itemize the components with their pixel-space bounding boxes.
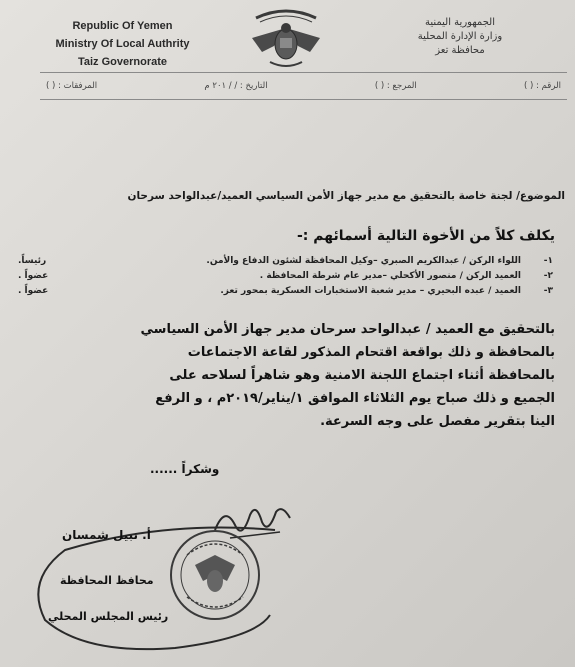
signatory-title-council: رئيس المجلس المحلي [48,610,169,623]
english-letterhead [40,17,205,71]
committee-members [18,254,553,299]
signatory-name: أ. نبيل شمسان [62,528,151,542]
body-line: بالتحقيق مع العميد / عبدالواحد سرحان مدير جهاز الأمن السياسي [140,322,555,337]
arabic-country: الجمهورية اليمنية [424,17,495,28]
arabic-letterhead [385,16,535,58]
member-role: عضواً . [18,286,49,296]
member-row [18,254,553,269]
ref-attachments: المرفقات : ( ) [46,81,98,91]
member-role: عضواً . [18,271,49,281]
reference-bar [40,72,567,100]
closing-thanks: وشكراً ...... [150,462,220,476]
official-stamp-icon [165,525,265,625]
english-country: Republic Of Yemen [72,20,173,32]
subject-line: الموضوع/ لجنة خاصة بالتحقيق مع مدير جهاز الأمن السياسي العميد/عبدالواحد سرحان [127,190,565,202]
ref-reference: المرجع : ( ) [374,81,417,91]
arabic-governorate: محافظة تعز [435,45,485,56]
member-text: العميد الركن / منصور الأكحلي –مدير عام شرطة المحافظة . [259,271,521,281]
body-paragraph [22,318,555,433]
member-row [18,284,553,299]
body-line: بالمحافظة أثناء اجتماع اللجنة الامنية وهو شاهراً لسلاحه على [169,368,555,383]
member-role: رئيساً. [18,256,47,266]
member-text: العميد / عبده البحيري – مدير شعبة الاستخبارات العسكرية بمحور تعز. [220,286,521,296]
arabic-ministry: وزارة الإدارة المحلية [417,31,503,42]
member-number: ١- [543,256,553,266]
english-ministry: Ministry Of Local Authrity [55,38,190,50]
english-governorate: Taiz Governorate [77,56,168,68]
yemen-eagle-emblem-icon [240,2,332,72]
signatory-title: محافظ المحافظة [60,574,154,587]
member-number: ٢- [543,271,553,281]
body-line: بالمحافظة و ذلك بواقعة اقتحام المذكور لقاعة الاجتماعات [187,345,555,360]
member-text: اللواء الركن / عبدالكريم الصبري –وكيل المحافظة لشئون الدفاع والأمن. [206,256,521,266]
ref-date: التاريخ : / / ٢٠١ م [204,81,268,91]
member-number: ٣- [543,286,553,296]
ref-number: الرقم : ( ) [524,81,561,91]
member-row [18,269,553,284]
intro-line: يكلف كلاً من الأخوة التالية أسمائهم :- [296,228,555,244]
body-line: الجميع و ذلك صباح يوم الثلاثاء الموافق ١/يناير/٢٠١٩م ، و الرفع [155,391,555,406]
body-line: الينا بتقرير مفصل على وجه السرعة. [320,414,555,429]
